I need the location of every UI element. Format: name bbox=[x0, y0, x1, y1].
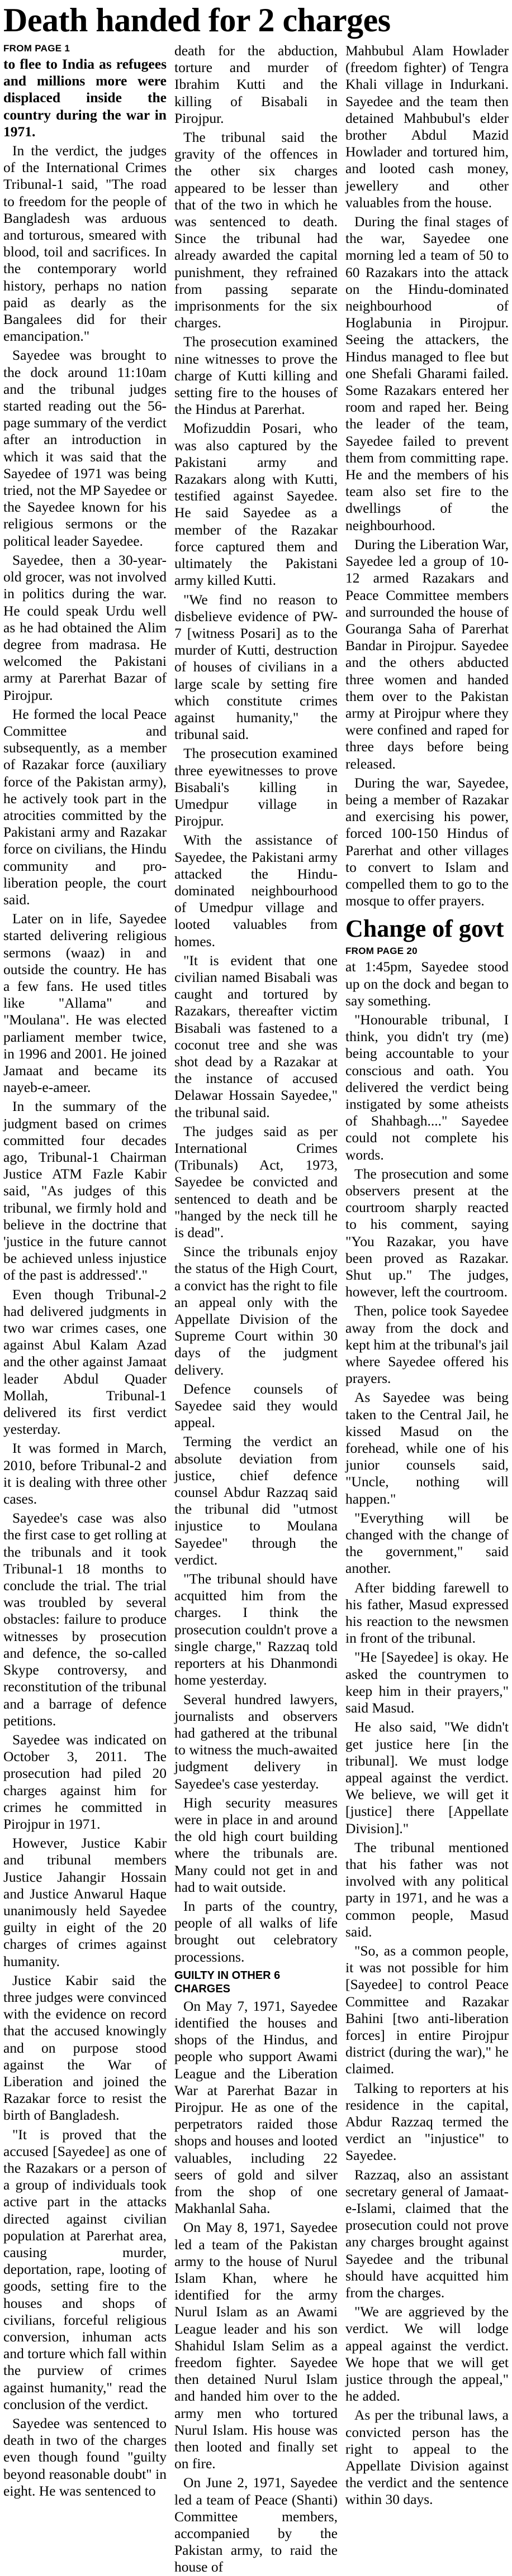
paragraph: On May 7, 1971, Sayedee identified the houses and shops of the Hindus, and people who support Awami League and the Liberation War at Parerhat Bazar in Pirojpur. He as one of the perpetrators raided those shops and houses and looted valuables, including 22 seers of gold and silver from the shop of one Makhanlal Saha. bbox=[174, 1997, 338, 2217]
paragraph: On June 2, 1971, Sayedee led a team of Peace (Shanti) Committee members, accompanied by the Pakistan army, to raid the house of bbox=[174, 2474, 338, 2575]
paragraph: Justice Kabir said the three judges were convinced with the evidence on record that the accused knowingly and on purpose stood against the War of Liberation and joined the Razakar force to resist the birth of Bangladesh. bbox=[3, 1972, 167, 2124]
paragraph: Sayedee was sentenced to death in two of the charges even though found "guilty beyond reasonable doubt" in eight. He was sentenced to bbox=[3, 2415, 167, 2499]
paragraph: Several hundred lawyers, journalists and observers had gathered at the tribunal to witness the much-awaited judgment delivery in Sayedee's case yesterday. bbox=[174, 1691, 338, 1792]
subheading: GUILTY IN OTHER 6 CHARGES bbox=[174, 1969, 281, 1995]
paragraph: During the war, Sayedee, being a member of Razakar and exercising his power, forced 100-150 Hindus of Parerhat and other villages to convert to Islam and compelled them to go to the mosque to offer prayers. bbox=[345, 774, 509, 909]
lead-paragraph: at 1:45pm, Sayedee stood up on the dock and began to say something. bbox=[345, 958, 509, 1009]
column-2 bbox=[174, 42, 338, 2575]
paragraph: death for the abduction, torture and murder of Ibrahim Kutti and the killing of Bisabali in Pirojpur. bbox=[174, 42, 338, 126]
paragraph: "We are aggrieved by the verdict. We will lodge appeal against the verdict. We hope that we will get justice through the appeal," he added. bbox=[345, 2303, 509, 2405]
paragraph: Sayedee, then a 30-year-old grocer, was not involved in politics during the war. He could speak Urdu well as he had obtained the Alim degree from madrasa. He welcomed the Pakistani army at Parerhat Bazar of Pirojpur. bbox=[3, 551, 167, 703]
paragraph: The prosecution examined nine witnesses to prove the charge of Kutti killing and setting fire to the houses of the Hindus at Parerhat. bbox=[174, 333, 338, 418]
paragraph: In the verdict, the judges of the International Crimes Tribunal-1 said, "The road to freedom for the people of Bangladesh was arduous and torturous, smeared with blood, toil and sacrifices. In the contemporary world history, perhaps no nation paid as dearly as the Bangalees did for their emancipation." bbox=[3, 142, 167, 345]
column-3 bbox=[345, 42, 509, 2508]
paragraph: Talking to reporters at his residence in the capital, Abdur Razzaq termed the verdict an "injustice" to Sayedee. bbox=[345, 2079, 509, 2164]
paragraph: "It is proved that the accused [Sayedee] as one of the Razakars or a person of a group of individuals took active part in the attacks directed against civilian population at Parerhat area, causing murder, deportation, rape, looting of goods, setting fire to the houses and shops of civilians, forceful religious conversion, inhuman acts and torture which fall within the purview of crimes against humanity," read the conclusion of the verdict. bbox=[3, 2126, 167, 2412]
paragraph: Even though Tribunal-2 had delivered judgments in two war crimes cases, one against Abul Kalam Azad and the other against Jamaat leader Abdul Quader Mollah, Tribunal-1 delivered its first verdict yesterday. bbox=[3, 1286, 167, 1438]
column-1 bbox=[3, 42, 167, 2499]
paragraph: After bidding farewell to his father, Masud expressed his reaction to the newsmen in front of the tribunal. bbox=[345, 1579, 509, 1647]
paragraph: The tribunal mentioned that his father was not involved with any political party in 1971, and he was a common people, Masud said. bbox=[345, 1839, 509, 1940]
paragraph: In the summary of the judgment based on crimes committed four decades ago, Tribunal-1 Chairman Justice ATM Fazle Kabir said, "As judges of this tribunal, we firmly hold and believe in the doctrine that 'justice in the future cannot be achieved unless injustice of the past is addressed'." bbox=[3, 1098, 167, 1284]
paragraph: Sayedee's case was also the first case to get rolling at the tribunals and it took Tribunal-1 18 months to conclude the trial. The trial was troubled by several obstacles: failure to produce witnesses by prosecution and defence, the so-called Skype controversy, and reconstitution of the tribunal and a barrage of defence petitions. bbox=[3, 1510, 167, 1729]
paragraph: Razzaq, also an assistant secretary general of Jamaat-e-Islami, claimed that the prosecution could not prove any charges brought against Sayedee and the tribunal should have acquitted him from the charges. bbox=[345, 2166, 509, 2301]
paragraph: Terming the verdict an absolute deviation from justice, chief defence counsel Abdur Razzaq said the tribunal did "utmost injustice to Moulana Sayedee" through the verdict. bbox=[174, 1433, 338, 1568]
paragraph: Then, police took Sayedee away from the dock and kept him at the tribunal's jail where Sayedee offered his prayers. bbox=[345, 1303, 509, 1387]
paragraph: As Sayedee was being taken to the Central Jail, he kissed Masud on the forehead, while one of his junior counsels said, "Uncle, nothing will happen." bbox=[345, 1389, 509, 1507]
paragraph: In parts of the country, people of all walks of life brought out celebratory processions. bbox=[174, 1897, 338, 1965]
headline: Death handed for 2 charges bbox=[3, 2, 391, 39]
section-title: Change of govt bbox=[345, 915, 504, 943]
paragraph: Later on in life, Sayedee started delivering religious sermons (waaz) in and outside the country. He has a few fans. He used titles like "Allama" and "Moulana". He was elected parliament member twice, in 1996 and 2001. He joined Jamaat and became its nayeb-e-ameer. bbox=[3, 910, 167, 1096]
paragraph: With the assistance of Sayedee, the Pakistani army attacked the Hindu-dominated neighbourhood of Umedpur village and looted valuables from homes. bbox=[174, 832, 338, 950]
paragraph: It was formed in March, 2010, before Tribunal-2 and it is dealing with three other cases. bbox=[3, 1440, 167, 1508]
paragraph: Defence counsels of Sayedee said they would appeal. bbox=[174, 1380, 338, 1431]
paragraph: The prosecution examined three eyewitnesses to prove Bisabali's killing in Umedpur village in Pirojpur. bbox=[174, 745, 338, 829]
paragraph: He formed the local Peace Committee and subsequently, as a member of Razakar force (auxiliary force of the Pakistan army), he actively took part in the atrocities committed by the Pakistani army and Razakar force on civilians, the Hindu community and pro-liberation people, the court said. bbox=[3, 705, 167, 908]
paragraph: "We find no reason to disbelieve evidence of PW-7 [witness Posari] as to the murder of Kutti, destruction of houses of civilians in a large scale by setting fire which constitute crimes against humanity," the tribunal said. bbox=[174, 591, 338, 743]
paragraph: "Honourable tribunal, I think, you didn't try (me) being accountable to your conscious and oath. You delivered the verdict being instigated by some atheists of Shahbagh...." Sayedee could not complete his words. bbox=[345, 1011, 509, 1163]
paragraph: "So, as a common people, it was not possible for him [Sayedee] to control Peace Committee and Razakar Bahini [two anti-liberation forces] in entire Pirojpur district (during the war)," he claimed. bbox=[345, 1942, 509, 2077]
paragraph: "Everything will be changed with the change of the government," said another. bbox=[345, 1509, 509, 1577]
paragraph: "It is evident that one civilian named Bisabali was caught and tortured by Razakars, thereafter victim Bisabali was fastened to a coconut tree and she was shot dead by a Razakar at the instance of accused Delawar Hossain Sayedee," the tribunal said. bbox=[174, 952, 338, 1120]
paragraph: He also said, "We didn't get justice here [in the tribunal]. We must lodge appeal against the verdict. We believe, we will get it [justice] there [Appellate Division]." bbox=[345, 1719, 509, 1836]
lead-paragraph: to flee to India as refugees and millions more were displaced inside the country during the war in 1971. bbox=[3, 56, 167, 140]
paragraph: "The tribunal should have acquitted him from the charges. I think the prosecution couldn't prove a single charge," Razzaq told reporters at his Dhanmondi home yesterday. bbox=[174, 1571, 338, 1688]
paragraph: During the Liberation War, Sayedee led a group of 10-12 armed Razakars and Peace Committee members and surrounded the house of Gouranga Saha of Parerhat Bandar in Pirojpur. Sayedee and the others abducted three women and handed them over to the Pakistan army at Pirojpur where they were confined and raped for three days before being released. bbox=[345, 536, 509, 772]
paragraph: Mofizuddin Posari, who was also captured by the Pakistani army and Razakars along with Kutti, testified against Sayedee. He said Sayedee as a member of the Razakar force captured them and ultimately the Pakistani army killed Kutti. bbox=[174, 420, 338, 589]
paragraph: Sayedee was indicated on October 3, 2011. The prosecution had piled 20 charges against him for crimes he committed in Pirojpur in 1971. bbox=[3, 1731, 167, 1832]
paragraph: During the final stages of the war, Sayedee one morning led a team of 50 to 60 Razakars into the attack on the Hindu-dominated neighbourhood of Hoglabunia in Pirojpur. Seeing the attackers, the Hindus managed to flee but one Shefali Gharami failed. Some Razakars entered her room and raped her. Being the leader of the team, Sayedee failed to prevent them from committing rape. He and the members of his team also set fire to the dwellings of the neighbourhood. bbox=[345, 213, 509, 533]
column-1-body bbox=[3, 142, 167, 2499]
paragraph: On May 8, 1971, Sayedee led a team of the Pakistan army to the house of Nurul Islam Khan, where he identified for the army Nurul Islam as an Awami League leader and his son Shahidul Islam Selim as a freedom fighter. Sayedee then detained Nurul Islam and handed him over to the army men who tortured Nurul Islam. His house was then looted and finally set on fire. bbox=[174, 2219, 338, 2472]
paragraph: As per the tribunal laws, a convicted person has the right to appeal to the Appellate Division against the verdict and the sentence within 30 days. bbox=[345, 2407, 509, 2508]
paragraph: The tribunal said the gravity of the offences in the other six charges appeared to be lesser than that of the two in which he was sentenced to death. Since the tribunal had already awarded the capital punishment, they refrained from passing separate imprisonments for the six charges. bbox=[174, 129, 338, 331]
paragraph: The judges said as per International Crimes (Tribunals) Act, 1973, Sayedee be convicted and sentenced to death and be "hanged by the neck till he is dead". bbox=[174, 1123, 338, 1241]
paragraph: "He [Sayedee] is okay. He asked the countrymen to keep him in their prayers," said Masud. bbox=[345, 1649, 509, 1716]
paragraph: The prosecution and some observers present at the courtroom sharply reacted to his comment, saying "You Razakar, you have been proved as Razakar. Shut up." The judges, however, left the courtroom. bbox=[345, 1165, 509, 1300]
paragraph: High security measures were in place in and around the old high court building where the tribunals are. Many could not get in and had to wait outside. bbox=[174, 1794, 338, 1895]
paragraph: Mahbubul Alam Howlader (freedom fighter) of Tengra Khali village in Indurkani. Sayedee and the team then detained Mahbubul's elder brother Abdul Mazid Howlader and tortured him, and looted cash money, jewellery and other valuables from the house. bbox=[345, 42, 509, 211]
paragraph: Since the tribunals enjoy the status of the High Court, a convict has the right to file an appeal only with the Appellate Division of the Supreme Court within 30 days of the judgment delivery. bbox=[174, 1243, 338, 1378]
dateline: FROM PAGE 1 bbox=[3, 43, 70, 54]
paragraph: Sayedee was brought to the dock around 11:10am and the tribunal judges started reading out the 56-page summary of the verdict after an introduction in which it was said that the Sayedee of 1971 was being tried, not the MP Sayedee or the Sayedee known for his religious sermons or the political leader Sayedee. bbox=[3, 347, 167, 549]
paragraph: However, Justice Kabir and tribunal members Justice Jahangir Hossain and Justice Anwarul Haque unanimously held Sayedee guilty in eight of the 20 charges of crimes against humanity. bbox=[3, 1835, 167, 1969]
dateline: FROM PAGE 20 bbox=[345, 946, 418, 957]
